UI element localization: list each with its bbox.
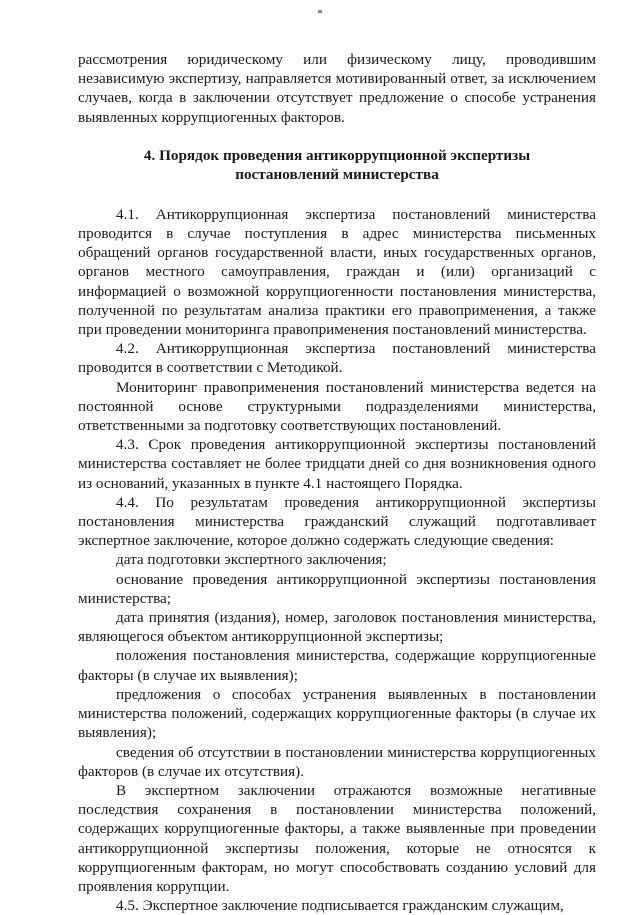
section-heading bbox=[78, 146, 596, 184]
list-item-proposals: предложения о способах устранения выявленных в постановлении министерства положений, содержащих коррупциогенные факторы (в случае их выявления); bbox=[78, 685, 596, 742]
section-title-line-2: постановлений министерства bbox=[235, 165, 439, 183]
paragraph-4-4: 4.4. По результатам проведения антикоррупционной экспертизы постановления министерства гражданский служащий подготавливает экспертное заключение, которое должно содержать следующие сведения: bbox=[78, 493, 596, 550]
list-item-provisions: положения постановления министерства, содержащие коррупциогенные факторы (в случае их выявления); bbox=[78, 647, 596, 684]
paragraph-4-3: 4.3. Срок проведения антикоррупционной экспертизы постановлений министерства составляет не более тридцати дней со дня возникновения одного из оснований, указанных в пункте 4.1 настоящего Порядка. bbox=[78, 436, 596, 492]
list-item-absence: сведения об отсутствии в постановлении министерства коррупциогенных факторов (в случае их отсутствия). bbox=[78, 743, 596, 780]
page-content bbox=[78, 50, 596, 915]
list-item-basis: основание проведения антикоррупционной экспертизы постановления министерства; bbox=[78, 570, 596, 607]
paragraph-4-1: 4.1. Антикоррупционная экспертиза постановлений министерства проводится в случае поступления в адрес министерства письменных обращений органов государственной власти, иных государственных органов, органов местного самоуправления, граждан и (или) организаций с информацией о возможной коррупциогенности постановления министерства, полученной по результатам анализа практики его правоприменения, а также при проведении мониторинга правоприменения постановлений министерства. bbox=[78, 205, 596, 339]
section-title-line-1: 4. Порядок проведения антикоррупционной экспертизы bbox=[143, 146, 531, 164]
list-item-date: дата подготовки экспертного заключения; bbox=[116, 551, 387, 569]
list-item-adoption-date: дата принятия (издания), номер, заголовок постановления министерства, являющегося объектом антикоррупционной экспертизы; bbox=[78, 609, 596, 646]
paragraph-4-5: 4.5. Экспертное заключение подписывается гражданским служащим, bbox=[116, 897, 564, 915]
paragraph-monitoring: Мониторинг правоприменения постановлений министерства ведется на постоянной основе структурными подразделениями министерства, ответственными за подготовку соответствующих постановлений. bbox=[78, 378, 596, 435]
paragraph-4-2: 4.2. Антикоррупционная экспертиза постановлений министерства проводится в соответствии с Методикой. bbox=[78, 340, 596, 377]
paragraph-consequences: В экспертном заключении отражаются возможные негативные последствия сохранения в постановлении министерства положений, содержащих коррупциогенные факторы, а также выявленные при проведении антикоррупционной экспертизы положения, которые не относятся к коррупциогенным факторам, но могут способствовать созданию условий для проявления коррупции. bbox=[78, 781, 596, 895]
paragraph-intro: рассмотрения юридическому или физическому лицу, проводившим независимую экспертизу, направляется мотивированный ответ, за исключением случаев, когда в заключении отсутствует предложение о способе устранения выявленных коррупциогенных факторов. bbox=[78, 51, 596, 126]
page-top-mark bbox=[318, 10, 322, 13]
